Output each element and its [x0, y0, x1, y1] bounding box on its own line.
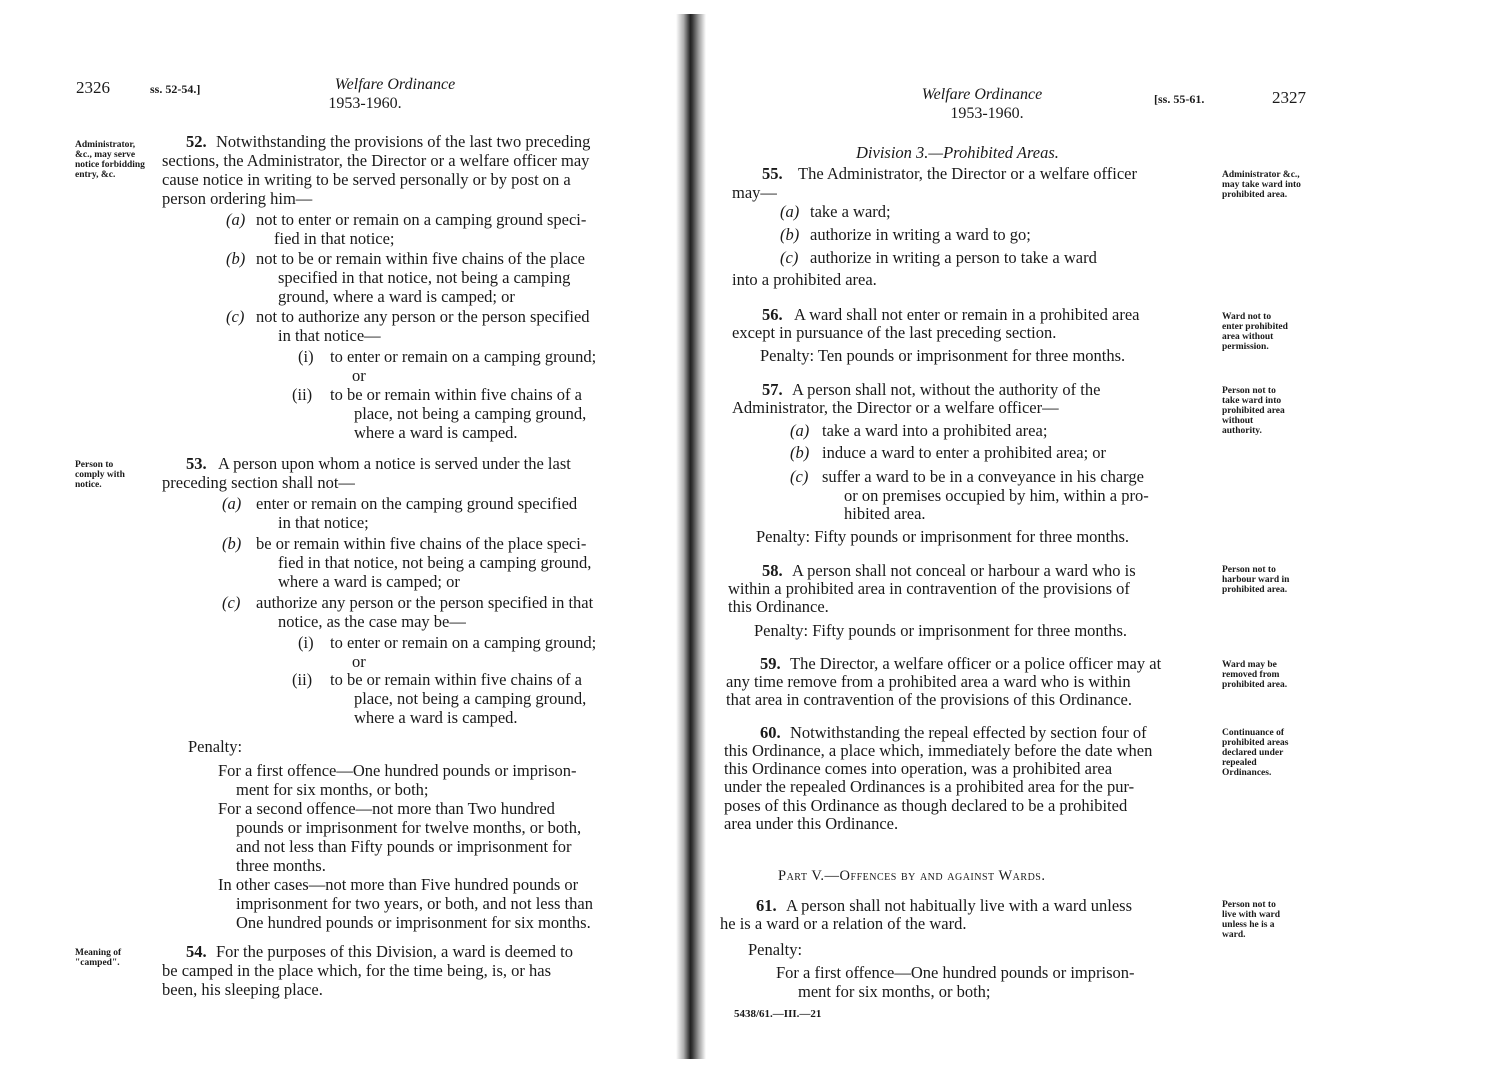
- penalty-line: Penalty: Ten pounds or imprisonment for three months.: [760, 346, 1126, 365]
- clause-label: (ii): [292, 385, 313, 404]
- section-number: 59.: [760, 654, 781, 673]
- text-line: place, not being a camping ground,: [354, 404, 587, 423]
- margin-note-s56: Ward not to enter prohibited area without permission.: [1222, 312, 1288, 352]
- clause-label: (a): [790, 421, 810, 440]
- text-line: fied in that notice, not being a camping ground,: [278, 553, 592, 572]
- text-line: pounds or imprisonment for twelve months, or both,: [236, 818, 582, 837]
- text-line: to be or remain within five chains of a: [330, 385, 583, 404]
- margin-note-s52: Administrator, &c., may serve notice forbidding entry, &c.: [75, 140, 145, 180]
- section-number: 54.: [186, 942, 207, 961]
- running-years: 1953-1960.: [950, 105, 1024, 122]
- text-line: to be or remain within five chains of a: [330, 670, 583, 689]
- clause-label: (i): [298, 347, 314, 366]
- text-line: For a first offence—One hundred pounds or imprison-: [218, 761, 577, 780]
- text-line: three months.: [236, 856, 326, 875]
- text-line: suffer a ward to be in a conveyance in his charge: [822, 467, 1144, 486]
- text-line: ment for six months, or both;: [236, 780, 429, 799]
- text-line: to enter or remain on a camping ground;: [330, 633, 597, 652]
- text-line: A person upon whom a notice is served under the last: [218, 454, 571, 473]
- penalty-label: Penalty:: [748, 940, 803, 959]
- text-line: A ward shall not enter or remain in a prohibited area: [794, 305, 1140, 324]
- text-line: or on premises occupied by him, within a pro-: [844, 486, 1149, 505]
- section-number: 60.: [760, 723, 781, 742]
- text-line: ground, where a ward is camped; or: [278, 287, 515, 306]
- text-line: Notwithstanding the provisions of the last two preceding: [216, 132, 591, 151]
- text-line: within a prohibited area in contravention of the provisions of: [728, 579, 1130, 598]
- text-line: where a ward is camped.: [354, 423, 518, 442]
- clause-label: (c): [222, 593, 241, 612]
- margin-note-s60: Continuance of prohibited areas declared under repealed Ordinances.: [1222, 728, 1289, 778]
- text-line: hibited area.: [844, 504, 926, 523]
- text-line: be or remain within five chains of the place speci-: [256, 534, 587, 553]
- text-line: For a first offence—One hundred pounds or imprison-: [776, 963, 1135, 982]
- margin-note-s54: Meaning of "camped".: [75, 948, 122, 968]
- text-line: or: [352, 366, 366, 385]
- section-number: 61.: [756, 896, 777, 915]
- text-line: any time remove from a prohibited area a ward who is within: [726, 672, 1131, 691]
- text-line: not to enter or remain on a camping ground speci-: [256, 210, 587, 229]
- section-reference: ss. 52-54.]: [150, 82, 201, 96]
- text-line: cause notice in writing to be served personally or by post on a: [162, 170, 571, 189]
- text-line: been, his sleeping place.: [162, 980, 323, 999]
- text-line: sections, the Administrator, the Director or a welfare officer may: [162, 151, 590, 170]
- text-line: may—: [732, 183, 777, 202]
- text-line: person ordering him—: [162, 189, 313, 208]
- penalty-line: Penalty: Fifty pounds or imprisonment for three months.: [756, 527, 1130, 546]
- text-line: and not less than Fifty pounds or imprisonment for: [236, 837, 572, 856]
- text-line: imprisonment for two years, or both, and not less than: [236, 894, 593, 913]
- clause-label: (i): [298, 633, 314, 652]
- text-line: this Ordinance.: [728, 597, 829, 616]
- running-title: Welfare Ordinance: [921, 86, 1043, 103]
- running-title: Welfare Ordinance: [334, 76, 456, 93]
- text-line: For the purposes of this Division, a ward is deemed to: [216, 942, 573, 961]
- text-line: not to authorize any person or the person specified: [256, 307, 590, 326]
- section-number: 52.: [186, 132, 207, 151]
- section-number: 56.: [762, 305, 783, 324]
- text-line: area under this Ordinance.: [724, 814, 899, 833]
- penalty-line: Penalty: Fifty pounds or imprisonment for three months.: [754, 621, 1128, 640]
- text-line: enter or remain on the camping ground specified: [256, 494, 578, 513]
- penalty-label: Penalty:: [188, 737, 243, 756]
- text-line: One hundred pounds or imprisonment for six months.: [236, 913, 591, 932]
- margin-note-s57: Person not to take ward into prohibited area without authority.: [1222, 386, 1285, 436]
- margin-note-s61: Person not to live with ward unless he is a ward.: [1222, 900, 1281, 940]
- clause-label: (c): [780, 248, 799, 267]
- text-line: induce a ward to enter a prohibited area; or: [822, 443, 1107, 462]
- text-line: ment for six months, or both;: [798, 982, 991, 1001]
- clause-label: (b): [780, 225, 800, 244]
- text-line: to enter or remain on a camping ground;: [330, 347, 597, 366]
- left-page: [0, 0, 676, 1067]
- text-line: authorize in writing a person to take a ward: [810, 248, 1097, 267]
- section-reference: [ss. 55-61.: [1154, 92, 1205, 106]
- footer-imprint: 5438/61.—III.—21: [734, 1008, 822, 1020]
- text-line: Notwithstanding the repeal effected by section four of: [790, 723, 1147, 742]
- book-spine: [676, 14, 706, 1059]
- text-line: that area in contravention of the provisions of this Ordinance.: [726, 690, 1132, 709]
- clause-label: (ii): [292, 670, 313, 689]
- text-line: preceding section shall not—: [162, 473, 355, 492]
- section-number: 58.: [762, 561, 783, 580]
- text-line: or: [352, 652, 366, 671]
- page-number: 2327: [1272, 88, 1306, 107]
- text-line: poses of this Ordinance as though declared to be a prohibited: [724, 796, 1128, 815]
- text-line: A person shall not habitually live with a ward unless: [786, 896, 1132, 915]
- margin-note-s59: Ward may be removed from prohibited area.: [1222, 660, 1288, 690]
- text-line: For a second offence—not more than Two hundred: [218, 799, 555, 818]
- text-line: Administrator, the Director or a welfare officer—: [732, 398, 1059, 417]
- text-line: The Administrator, the Director or a welfare officer: [798, 164, 1137, 183]
- text-line: he is a ward or a relation of the ward.: [720, 914, 967, 933]
- text-line: not to be or remain within five chains of the place: [256, 249, 585, 268]
- text-line: into a prohibited area.: [732, 270, 877, 289]
- text-line: in that notice—: [278, 326, 381, 345]
- section-number: 55.: [762, 164, 783, 183]
- clause-label: (b): [790, 443, 810, 462]
- section-number: 57.: [762, 380, 783, 399]
- text-line: where a ward is camped.: [354, 708, 518, 727]
- page-number: 2326: [76, 78, 110, 97]
- division-heading: Division 3.—Prohibited Areas.: [856, 143, 1059, 162]
- right-page: [706, 0, 1500, 1067]
- text-line: place, not being a camping ground,: [354, 689, 587, 708]
- clause-label: (a): [226, 210, 246, 229]
- text-line: The Director, a welfare officer or a police officer may at: [790, 654, 1162, 673]
- text-line: In other cases—not more than Five hundred pounds or: [218, 875, 579, 894]
- text-line: specified in that notice, not being a camping: [278, 268, 571, 287]
- text-line: notice, as the case may be—: [278, 612, 466, 631]
- text-line: take a ward;: [810, 202, 891, 221]
- text-line: A person shall not conceal or harbour a ward who is: [792, 561, 1136, 580]
- clause-label: (a): [780, 202, 800, 221]
- margin-note-s58: Person not to harbour ward in prohibited area.: [1222, 565, 1290, 595]
- margin-note-s53: Person to comply with notice.: [75, 460, 125, 490]
- text-line: this Ordinance comes into operation, was a prohibited area: [724, 759, 1113, 778]
- part-heading: Part V.—Offences by and against Wards.: [778, 868, 1046, 884]
- text-line: except in pursuance of the last preceding section.: [732, 323, 1057, 342]
- text-line: authorize in writing a ward to go;: [810, 225, 1031, 244]
- running-years: 1953-1960.: [328, 95, 402, 112]
- text-line: take a ward into a prohibited area;: [822, 421, 1048, 440]
- clause-label: (b): [226, 249, 246, 268]
- text-line: be camped in the place which, for the time being, is, or has: [162, 961, 551, 980]
- text-line: fied in that notice;: [274, 229, 395, 248]
- clause-label: (a): [222, 494, 242, 513]
- text-line: in that notice;: [278, 513, 369, 532]
- margin-note-s55: Administrator &c., may take ward into prohibited area.: [1222, 170, 1301, 200]
- text-line: this Ordinance, a place which, immediately before the date when: [724, 741, 1153, 760]
- clause-label: (c): [226, 307, 245, 326]
- text-line: authorize any person or the person specified in that: [256, 593, 594, 612]
- clause-label: (c): [790, 467, 809, 486]
- text-line: under the repealed Ordinances is a prohibited area for the pur-: [724, 777, 1135, 796]
- text-line: where a ward is camped; or: [278, 572, 460, 591]
- text-line: A person shall not, without the authority of the: [792, 380, 1101, 399]
- section-number: 53.: [186, 454, 207, 473]
- clause-label: (b): [222, 534, 242, 553]
